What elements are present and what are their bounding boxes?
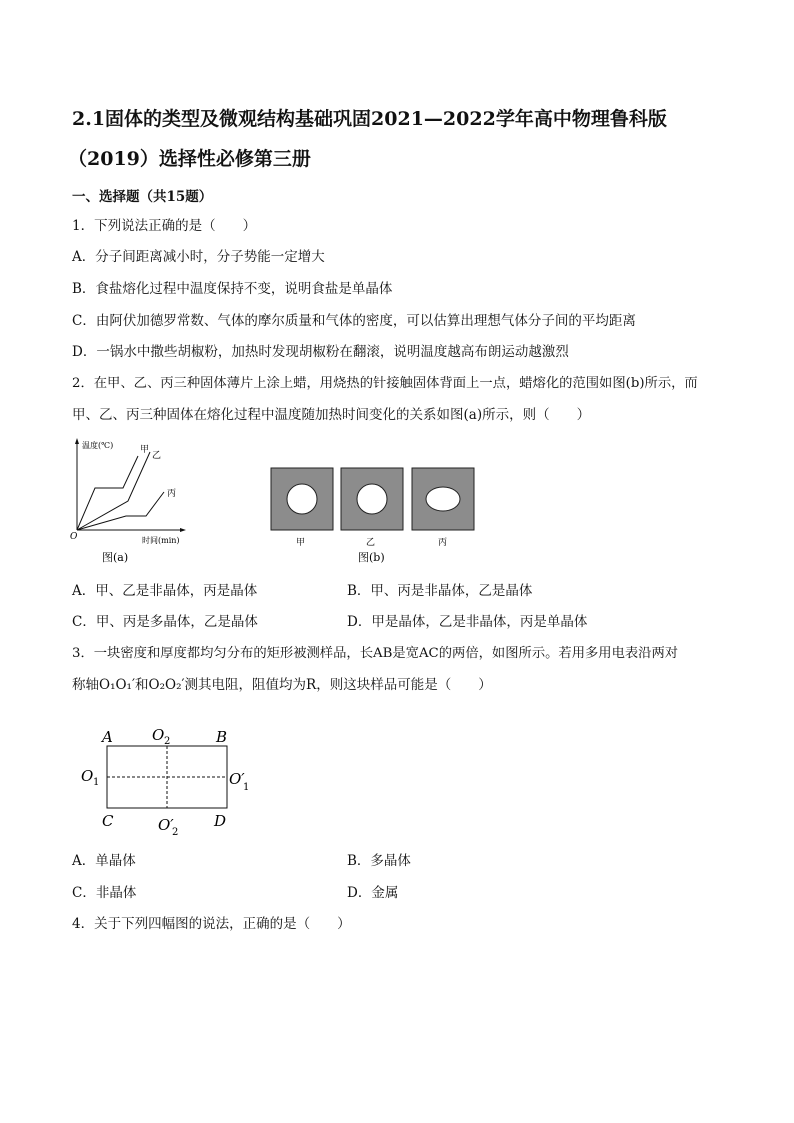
q1-option-b: B．食盐熔化过程中温度保持不变，说明食盐是单晶体 bbox=[72, 281, 393, 297]
fig-b-ellipse-bing bbox=[426, 487, 460, 511]
fig-a-curve-bing bbox=[77, 492, 164, 530]
q2-option-a: A．甲、乙是非晶体，丙是晶体 bbox=[72, 583, 258, 599]
q4-stem: 4．关于下列四幅图的说法，正确的是（ ） bbox=[72, 916, 351, 932]
q3-label-o1p: O′ bbox=[229, 770, 245, 788]
q3-option-d: D．金属 bbox=[347, 885, 399, 901]
fig-a-curve-jia bbox=[77, 456, 138, 530]
q3-option-b: B．多晶体 bbox=[347, 853, 411, 869]
q3-label-o1p-sub: 1 bbox=[243, 782, 250, 793]
fig-a-y-arrow bbox=[75, 438, 79, 444]
q3-label-d: D bbox=[214, 812, 227, 830]
fig-b-label-jia: 甲 bbox=[296, 538, 306, 548]
q3-figure bbox=[76, 722, 266, 840]
q2-figure-b bbox=[268, 465, 480, 567]
q3-label-a: A bbox=[102, 728, 113, 746]
fig-a-label-jia: 甲 bbox=[140, 445, 150, 455]
q3-label-o2p-sub: 2 bbox=[172, 827, 179, 838]
q3-stem-line2: 称轴O₁O₁′和O₂O₂′测其电阻，阻值均为R，则这块样品可能是（ ） bbox=[72, 677, 492, 693]
fig-a-ylabel: 温度(℃) bbox=[82, 441, 114, 450]
fig-a-x-arrow bbox=[180, 528, 186, 532]
fig-b-label-yi: 乙 bbox=[366, 538, 376, 548]
q3-label-b: B bbox=[216, 728, 228, 746]
doc-title-line2: （2019）选择性必修第三册 bbox=[68, 148, 311, 170]
q3-label-o1-sub: 1 bbox=[93, 777, 100, 788]
q2-stem-line1: 2．在甲、乙、丙三种固体薄片上涂上蜡，用烧热的针接触固体背面上一点，蜡熔化的范围如图(b)所示，而 bbox=[72, 376, 698, 391]
fig-b-circle-yi bbox=[357, 484, 387, 514]
doc-title-line1: 2.1固体的类型及微观结构基础巩固2021—2022学年高中物理鲁科版 bbox=[72, 108, 667, 130]
q2-option-c: C．甲、丙是多晶体，乙是晶体 bbox=[72, 614, 258, 630]
q1-option-d: D．一锅水中撒些胡椒粉，加热时发现胡椒粉在翻滚，说明温度越高布朗运动越激烈 bbox=[72, 344, 569, 360]
q2-stem-line2: 甲、乙、丙三种固体在熔化过程中温度随加热时间变化的关系如图(a)所示，则（ ） bbox=[72, 407, 591, 423]
q3-label-o1: O bbox=[81, 767, 94, 785]
q2-option-b: B．甲、丙是非晶体，乙是晶体 bbox=[347, 583, 533, 599]
q3-label-o2-sub: 2 bbox=[164, 736, 171, 747]
fig-a-label-yi: 乙 bbox=[152, 451, 162, 461]
q1-stem: 1．下列说法正确的是（ ） bbox=[72, 218, 257, 234]
q3-label-o2p: O′ bbox=[158, 816, 174, 834]
fig-b-caption: 图(b) bbox=[358, 551, 385, 564]
q3-option-c: C．非晶体 bbox=[72, 885, 137, 901]
q2-option-d: D．甲是晶体，乙是非晶体，丙是单晶体 bbox=[347, 614, 588, 630]
q1-option-a: A．分子间距离减小时，分子势能一定增大 bbox=[72, 249, 325, 265]
q3-option-a: A．单晶体 bbox=[72, 853, 136, 869]
fig-b-circle-jia bbox=[287, 484, 317, 514]
q1-option-c: C．由阿伏加德罗常数、气体的摩尔质量和气体的密度，可以估算出理想气体分子间的平均距离 bbox=[72, 313, 636, 329]
q2-figure-a bbox=[68, 436, 196, 568]
fig-a-label-bing: 丙 bbox=[167, 489, 177, 499]
fig-b-label-bing: 丙 bbox=[438, 538, 448, 548]
fig-a-curve-yi bbox=[77, 452, 150, 530]
q3-label-c: C bbox=[102, 812, 114, 830]
fig-a-xlabel: 时间(min) bbox=[142, 536, 180, 545]
fig-a-origin: O bbox=[70, 532, 78, 542]
q3-label-o2: O bbox=[152, 726, 165, 744]
section-heading: 一、选择题（共15题） bbox=[72, 189, 213, 205]
q3-stem-line1: 3．一块密度和厚度都均匀分布的矩形被测样品，长AB是宽AC的两倍，如图所示。若用多用电表沿两对 bbox=[72, 646, 679, 661]
fig-a-caption: 图(a) bbox=[102, 551, 129, 564]
